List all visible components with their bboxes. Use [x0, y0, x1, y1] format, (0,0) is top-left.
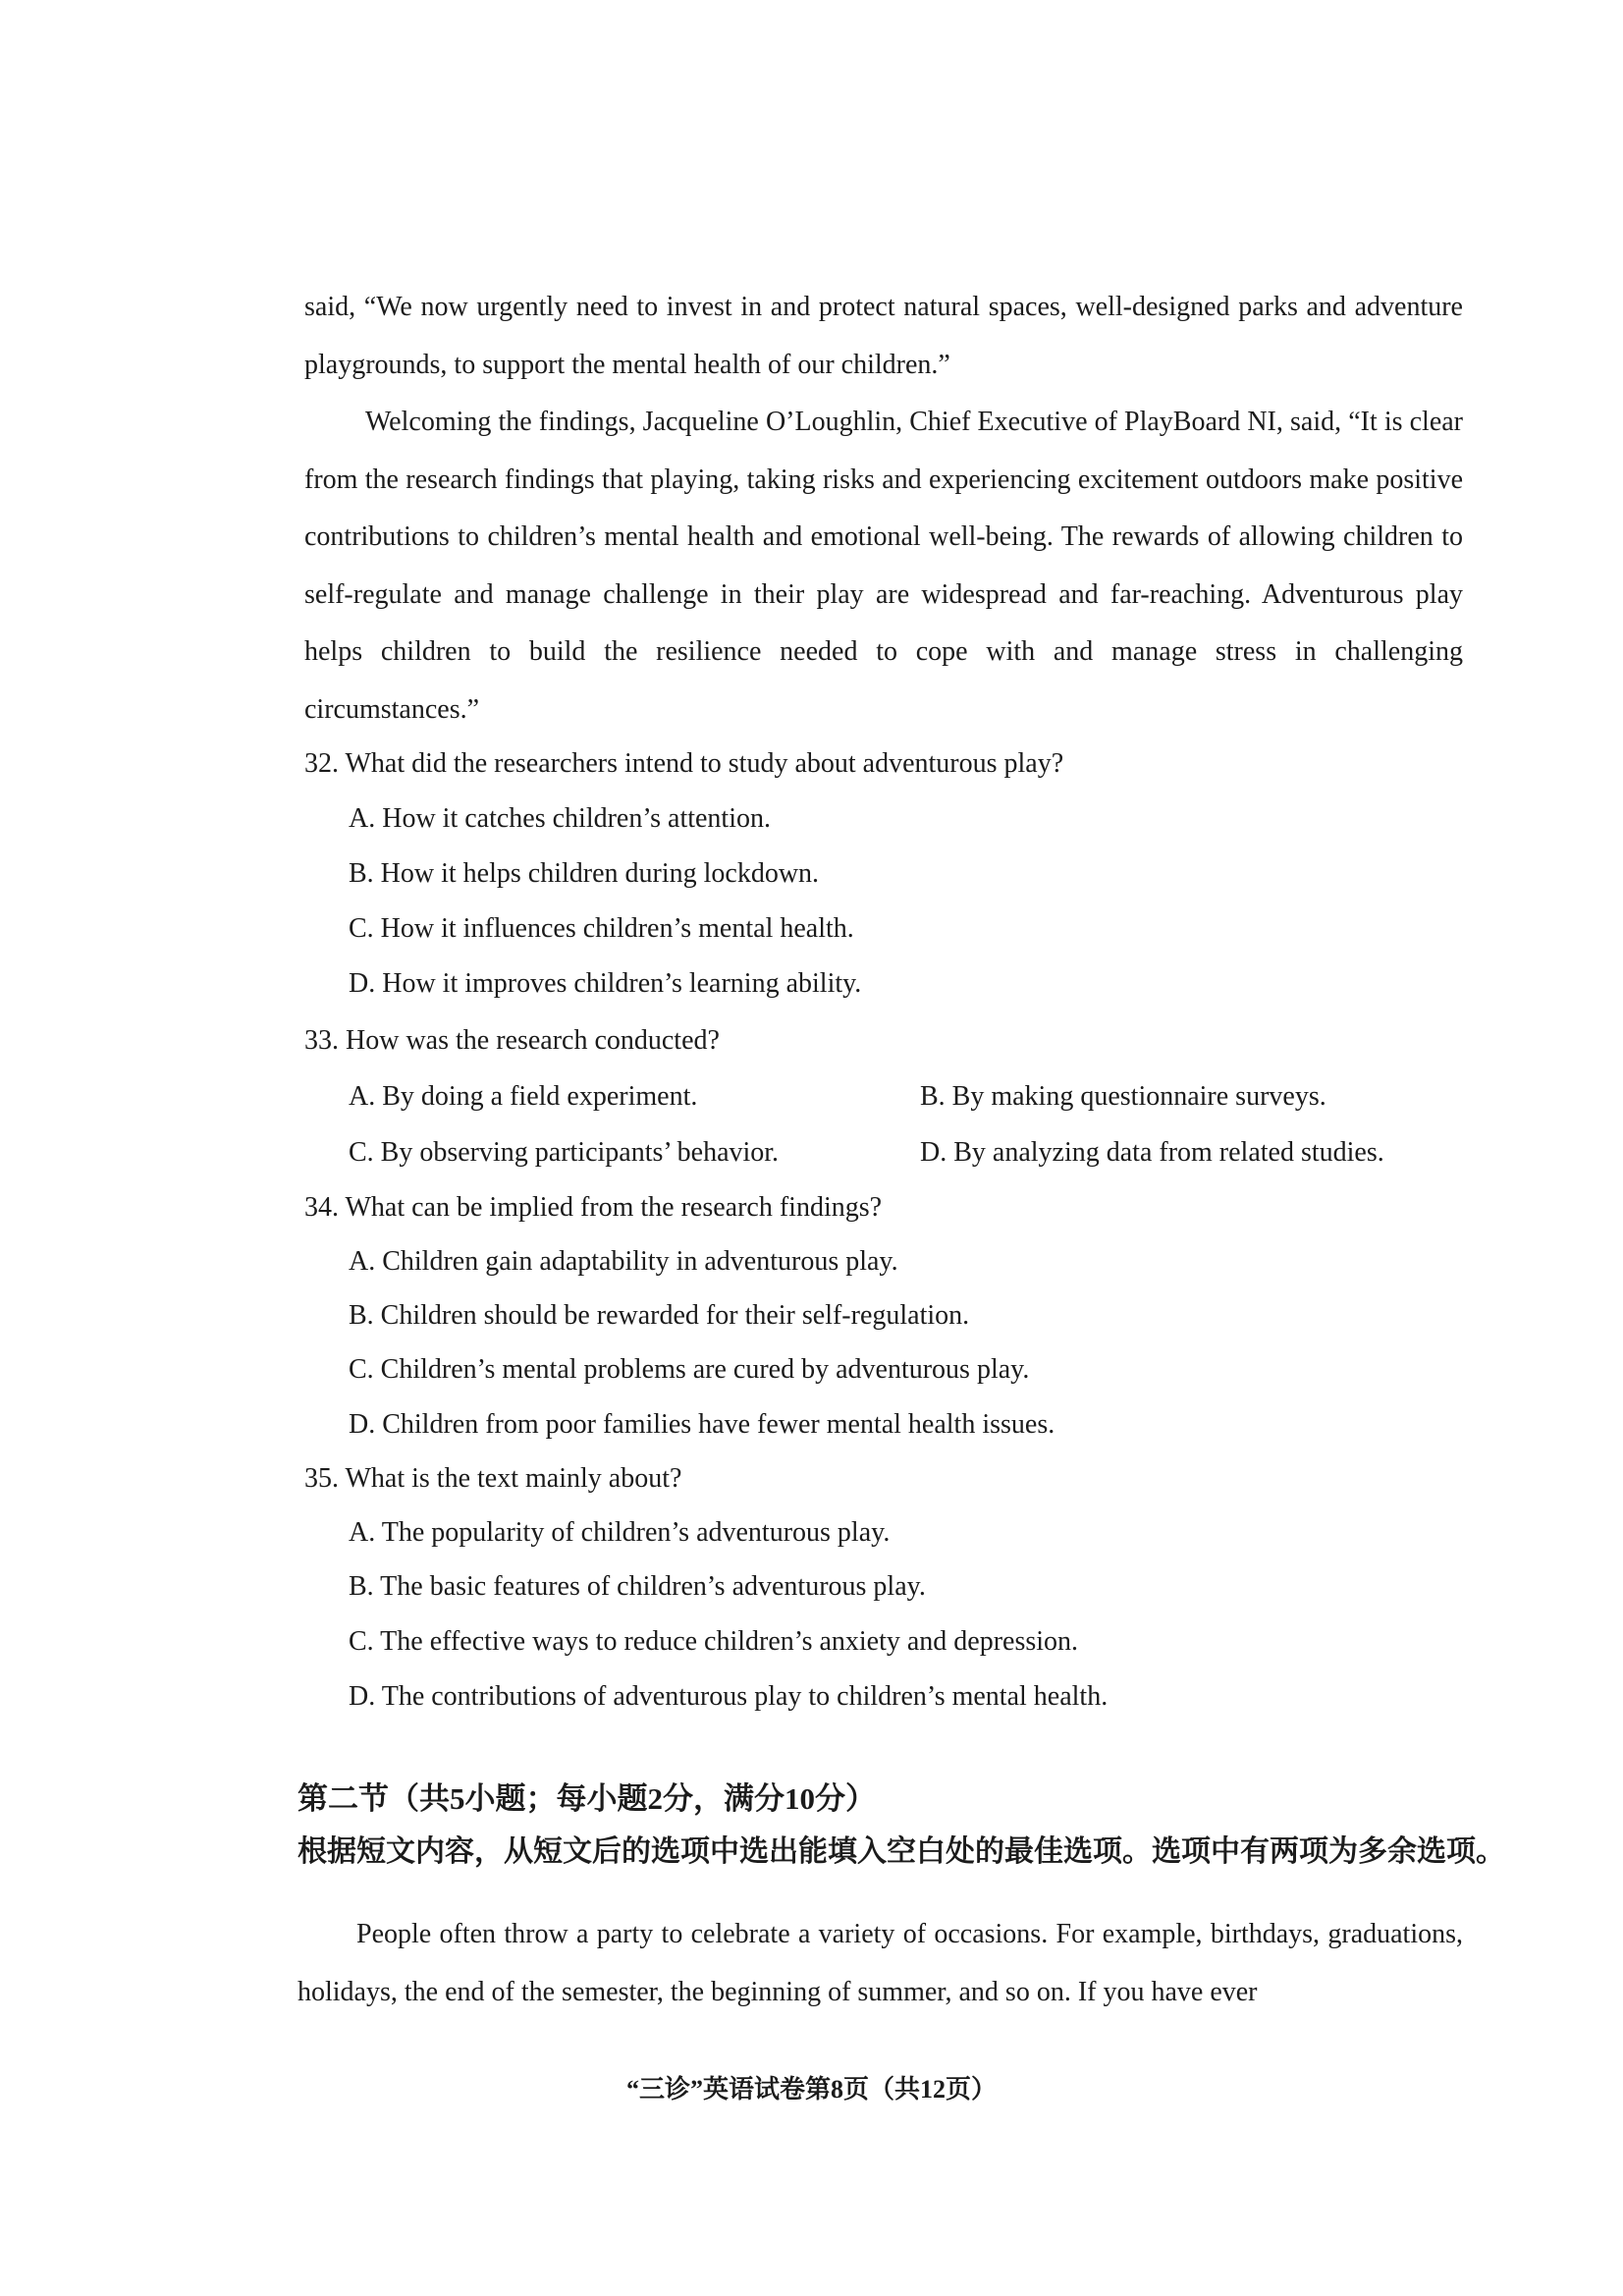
- question-33-option-a: A. By doing a field experiment.: [349, 1081, 698, 1112]
- section-2-title: 第二节（共5小题；每小题2分，满分10分）: [298, 1781, 876, 1816]
- question-34-option-d: D. Children from poor families have fewer mental health issues.: [349, 1409, 1055, 1440]
- question-34-option-b: B. Children should be rewarded for their self-regulation.: [349, 1300, 970, 1331]
- question-33-option-c: C. By observing participants’ behavior.: [349, 1137, 780, 1168]
- passage-paragraph-1: said, “We now urgently need to invest in and protect natural spaces, well-designed parks and adventure playgrounds, to support the mental health of our children.”: [304, 292, 1463, 380]
- section-2-paragraph: People often throw a party to celebrate a variety of occasions. For example, birthdays, graduations, holidays, the end of the semester, the beginning of summer, and so on. If you have ever: [298, 1919, 1463, 2007]
- question-32-option-b: B. How it helps children during lockdown.: [349, 858, 820, 889]
- question-35-option-a: A. The popularity of children’s adventurous play.: [349, 1517, 891, 1548]
- question-32-option-d: D. How it improves children’s learning ability.: [349, 968, 862, 999]
- question-32-option-c: C. How it influences children’s mental health.: [349, 913, 854, 944]
- section-2-instruction: 根据短文内容，从短文后的选项中选出能填入空白处的最佳选项。选项中有两项为多余选项。: [298, 1835, 1505, 1868]
- question-34-option-c: C. Children’s mental problems are cured by adventurous play.: [349, 1354, 1030, 1385]
- question-33-option-d: D. By analyzing data from related studies.: [920, 1137, 1384, 1168]
- question-35-option-c: C. The effective ways to reduce children’s anxiety and depression.: [349, 1626, 1079, 1657]
- question-34-stem: 34. What can be implied from the research findings?: [304, 1192, 883, 1223]
- question-35-stem: 35. What is the text mainly about?: [304, 1463, 682, 1494]
- question-34-option-a: A. Children gain adaptability in adventurous play.: [349, 1246, 898, 1277]
- question-32-stem: 32. What did the researchers intend to study about adventurous play?: [304, 748, 1064, 779]
- question-35-option-d: D. The contributions of adventurous play to children’s mental health.: [349, 1681, 1109, 1712]
- question-33-option-b: B. By making questionnaire surveys.: [920, 1081, 1326, 1112]
- question-32-option-a: A. How it catches children’s attention.: [349, 803, 771, 834]
- question-33-stem: 33. How was the research conducted?: [304, 1025, 720, 1056]
- passage-paragraph-2: Welcoming the findings, Jacqueline O’Loughlin, Chief Executive of PlayBoard NI, said, “It is clear from the research findings that playing, taking risks and experiencing excitement outdoors make positive contributions to children’s mental health and emotional well-being. The rewards of allowing children to self-regulate and manage challenge in their play are widespread and far-reaching. Adventurous play helps children to build the resilience needed to cope with and manage stress in challenging circumstances.”: [304, 407, 1463, 725]
- page-footer: “三诊”英语试卷第8页（共12页）: [625, 2075, 997, 2104]
- question-35-option-b: B. The basic features of children’s adventurous play.: [349, 1571, 926, 1602]
